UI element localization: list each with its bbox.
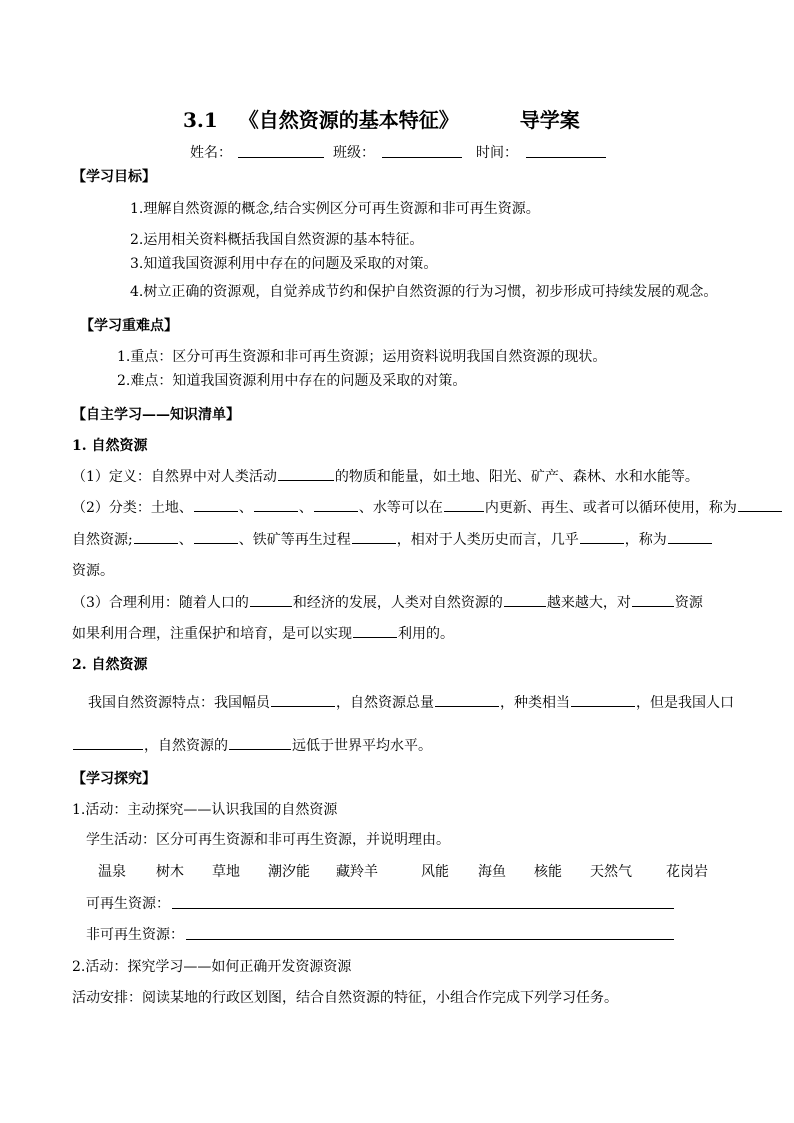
explore-heading: 【学习探究】: [72, 771, 156, 787]
use-text-b: 和经济的发展，人类对自然资源的: [292, 595, 503, 611]
classification-text-c2c: ，相对于人类历史而言，几乎: [396, 532, 579, 548]
use-line-1: [72, 592, 703, 612]
use-blank[interactable]: [353, 623, 397, 638]
classification-line-2: [72, 529, 713, 549]
self-study-heading: 【自主学习——知识清单】: [72, 407, 240, 423]
time-field[interactable]: [526, 157, 606, 158]
title-suffix: 导学案: [519, 108, 580, 132]
renewable-answer-field[interactable]: [172, 908, 674, 909]
classification-text-c2b: 、铁矿等再生过程: [238, 532, 351, 548]
name-label: 姓名：: [190, 145, 232, 161]
activity-arrangement: 活动安排：阅读某地的行政区划图，结合自然资源的特征，小组合作完成下列学习任务。: [72, 990, 618, 1006]
student-activity: 学生活动：区分可再生资源和非可再生资源，并说明理由。: [86, 832, 450, 848]
definition-text-b: 的物质和能量，如土地、阳光、矿产、森林、水和水能等。: [334, 469, 699, 485]
objective-item: 1.理解自然资源的概念,结合实例区分可再生资源和非可再生资源。: [130, 201, 540, 217]
resource-item: 温泉: [98, 864, 126, 880]
classification-separator: 、: [298, 500, 313, 516]
title-main: 《自然资源的基本特征》: [238, 108, 459, 132]
activity-1-title: 1.活动：主动探究——认识我国的自然资源: [72, 802, 338, 818]
characteristics-text-2a: ，自然资源的: [144, 738, 228, 754]
classification-blank[interactable]: [194, 529, 238, 544]
classification-separator: 、: [238, 500, 253, 516]
classification-blank[interactable]: [314, 497, 358, 512]
keypoint-item: 2.难点：知道我国资源利用中存在的问题及采取的对策。: [117, 373, 467, 389]
classification-blank[interactable]: [668, 529, 712, 544]
activity-2-title: 2.活动：探究学习——如何正确开发资源资源: [72, 959, 352, 975]
nonrenewable-label: 非可再生资源：: [86, 927, 184, 943]
characteristics-blank[interactable]: [271, 692, 335, 707]
classification-blank[interactable]: [352, 529, 396, 544]
characteristics-text-b: ，自然资源总量: [336, 695, 434, 711]
characteristics-blank[interactable]: [571, 692, 635, 707]
page-title: [183, 104, 580, 133]
characteristics-text-d: ，但是我国人口: [636, 695, 734, 711]
use-text-2a: 如果利用合理，注重保护和培育，是可以实现: [72, 626, 352, 642]
classification-blank[interactable]: [134, 529, 178, 544]
use-blank[interactable]: [504, 592, 546, 607]
characteristics-text-a: 我国自然资源特点：我国幅员: [88, 695, 270, 711]
classification-line-3: 资源。: [72, 563, 114, 579]
classification-text-c: 内更新、再生、或者可以循环使用，称为: [484, 500, 737, 516]
title-number: 3.1: [183, 108, 218, 132]
resource-item: 核能: [534, 864, 562, 880]
classification-blank[interactable]: [194, 497, 238, 512]
class-label: 班级：: [333, 145, 375, 161]
objective-item: 2.运用相关资料概括我国自然资源的基本特征。: [130, 232, 424, 248]
resource-item: 风能: [421, 864, 449, 880]
name-field[interactable]: [238, 157, 324, 158]
use-text-2b: 利用的。: [398, 626, 454, 642]
use-blank[interactable]: [250, 592, 292, 607]
keypoints-heading: 【学习重难点】: [80, 318, 178, 334]
classification-text-b: 、水等可以在: [358, 500, 443, 516]
definition-blank[interactable]: [278, 466, 334, 481]
classification-line-1: [72, 497, 783, 517]
classification-blank[interactable]: [580, 529, 624, 544]
definition-line: [72, 466, 699, 486]
characteristics-text-2b: 远低于世界平均水平。: [292, 738, 432, 754]
use-text-c: 越来越大，对: [546, 595, 631, 611]
renewable-label: 可再生资源：: [86, 896, 170, 912]
time-label: 时间：: [476, 145, 518, 161]
use-line-2: [72, 623, 454, 643]
characteristics-blank[interactable]: [435, 692, 499, 707]
resource-item: 草地: [212, 864, 240, 880]
resource-item: 天然气: [590, 864, 632, 880]
characteristics-text-c: ，种类相当: [500, 695, 570, 711]
use-text-a: （3）合理利用：随着人口的: [72, 595, 249, 611]
resource-item: 潮汐能: [268, 864, 310, 880]
use-blank[interactable]: [632, 592, 674, 607]
resource-item: 藏羚羊: [336, 864, 378, 880]
class-field[interactable]: [382, 157, 462, 158]
classification-blank[interactable]: [738, 497, 782, 512]
objective-item: 4.树立正确的资源观，自觉养成节约和保护自然资源的行为习惯，初步形成可持续发展的观念。: [130, 284, 718, 300]
characteristics-line-1: [88, 692, 734, 712]
classification-separator: 、: [178, 532, 193, 548]
keypoint-item: 1.重点：区分可再生资源和非可再生资源；运用资料说明我国自然资源的现状。: [117, 349, 607, 365]
objectives-heading: 【学习目标】: [72, 169, 156, 185]
definition-text-a: （1）定义：自然界中对人类活动: [72, 469, 277, 485]
characteristics-blank[interactable]: [229, 735, 291, 750]
nonrenewable-answer-field[interactable]: [186, 939, 674, 940]
classification-blank[interactable]: [254, 497, 298, 512]
section-1-title: 1. 自然资源: [72, 438, 148, 454]
classification-text-c2d: ，称为: [624, 532, 667, 548]
use-text-d: 资源: [674, 595, 703, 611]
objective-item: 3.知道我国资源利用中存在的问题及采取的对策。: [130, 256, 438, 272]
resource-item: 树木: [156, 864, 184, 880]
characteristics-blank[interactable]: [73, 735, 143, 750]
classification-text-a: （2）分类：土地、: [72, 500, 193, 516]
resource-item: 海鱼: [478, 864, 506, 880]
section-2-title: 2. 自然资源: [72, 657, 148, 673]
classification-text-c2a: 自然资源;: [72, 532, 133, 548]
resource-item: 花岗岩: [666, 864, 708, 880]
classification-blank[interactable]: [444, 497, 484, 512]
characteristics-line-2: [72, 735, 432, 755]
